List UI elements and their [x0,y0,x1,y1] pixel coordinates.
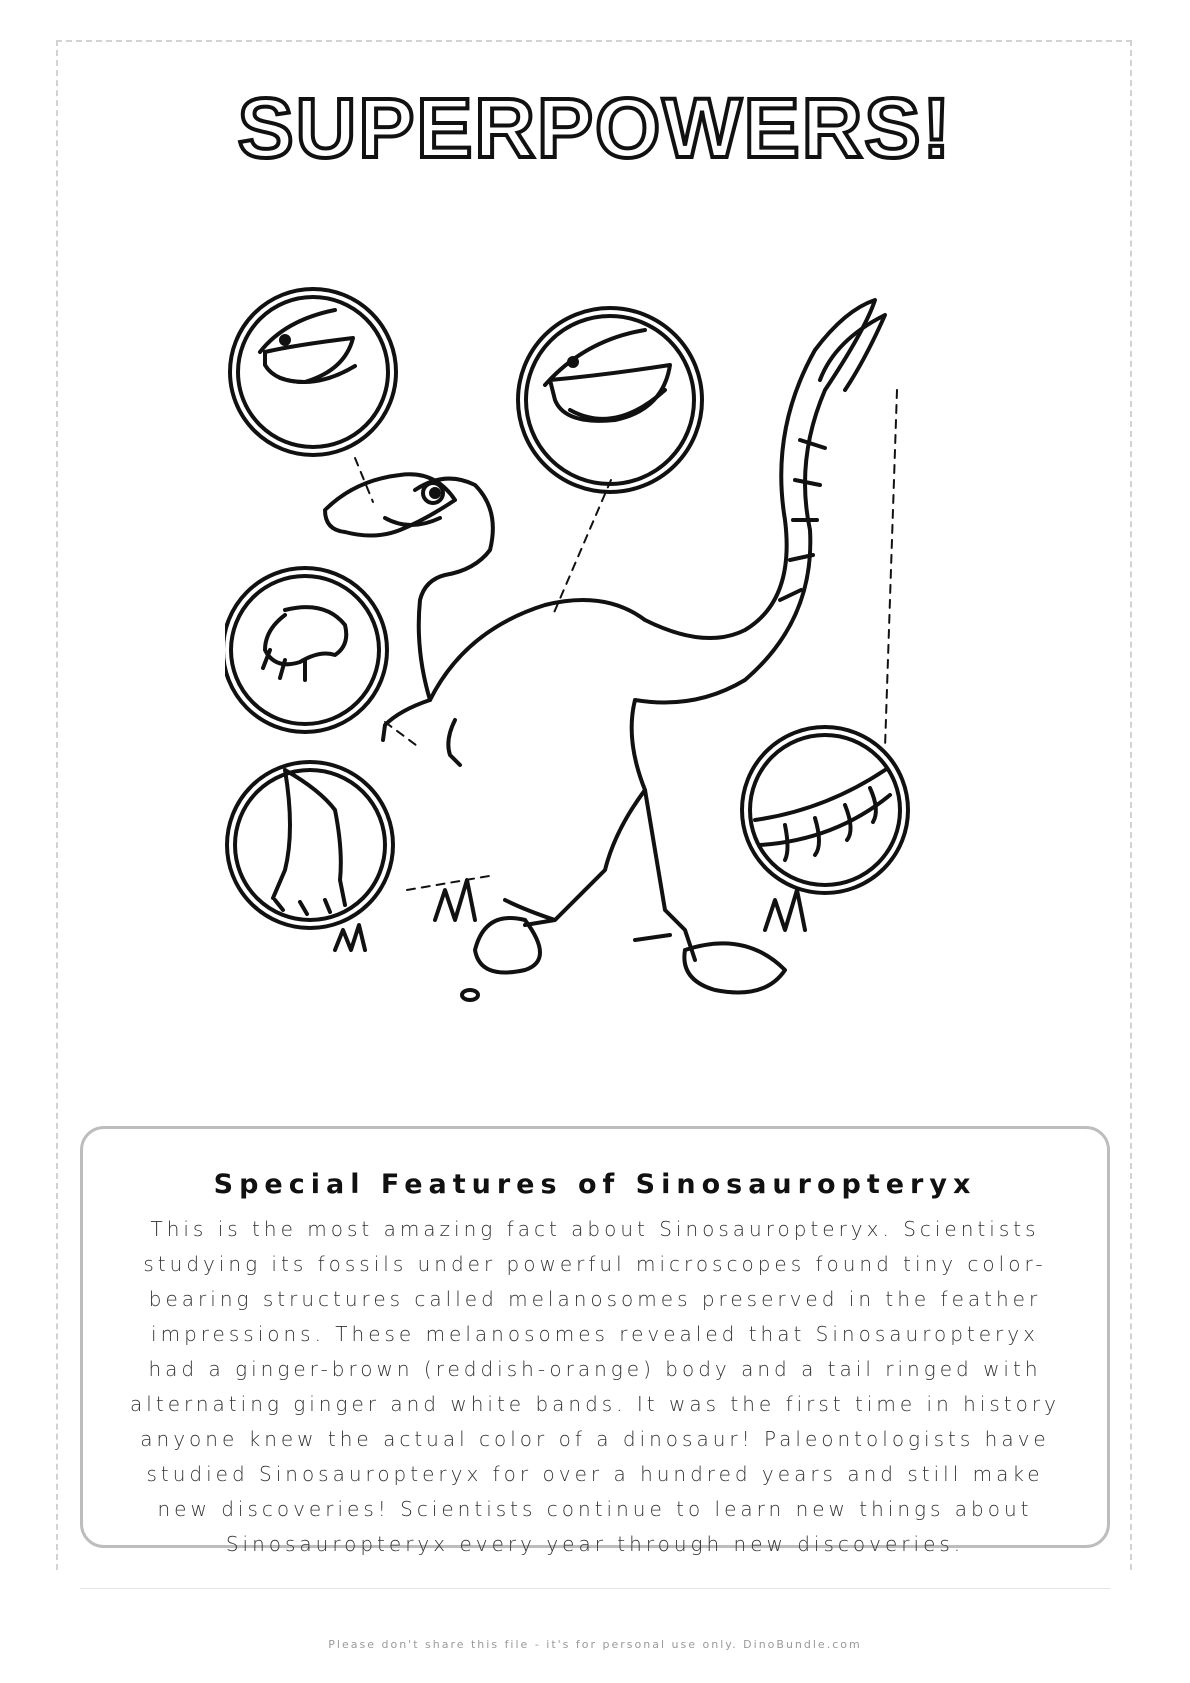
dinosaur-coloring-icon [325,300,885,1000]
feature-text-box [80,1126,1110,1556]
feature-body: This is the most amazing fact about Sinosauropteryx. Scientists studying its fossils under powerful microscopes found tiny color-bearing structures called melanosomes preserved in the feather impressions. These melanosomes revealed that Sinosauropteryx had a ginger-brown (reddish-orange) body and a tail ringed with alternating ginger and white bands. It was the first time in history anyone knew the actual color of a dinosaur! Paleontologists have studied Sinosauropteryx for over a hundred years and still make new discoveries! Scientists continue to learn new things about Sinosauropteryx every year through new discoveries. [130,1217,1060,1556]
feature-heading: Special Features of Sinosauropteryx [213,1169,977,1200]
footer-divider [80,1588,1110,1589]
head-teeth-magnify-icon [230,289,396,455]
foot-magnify-icon [227,762,393,928]
claw-hand-magnify-icon [225,568,387,732]
footer-notice: Please don't share this file - it's for personal use only. DinoBundle.com [328,1638,862,1651]
tail-feathers-magnify-icon [742,727,908,893]
page-title [0,82,1190,172]
dinosaur-illustration [225,270,965,1090]
mouth-teeth-magnify-icon [518,308,702,492]
page-title-text: SUPERPOWERS! [237,82,953,172]
